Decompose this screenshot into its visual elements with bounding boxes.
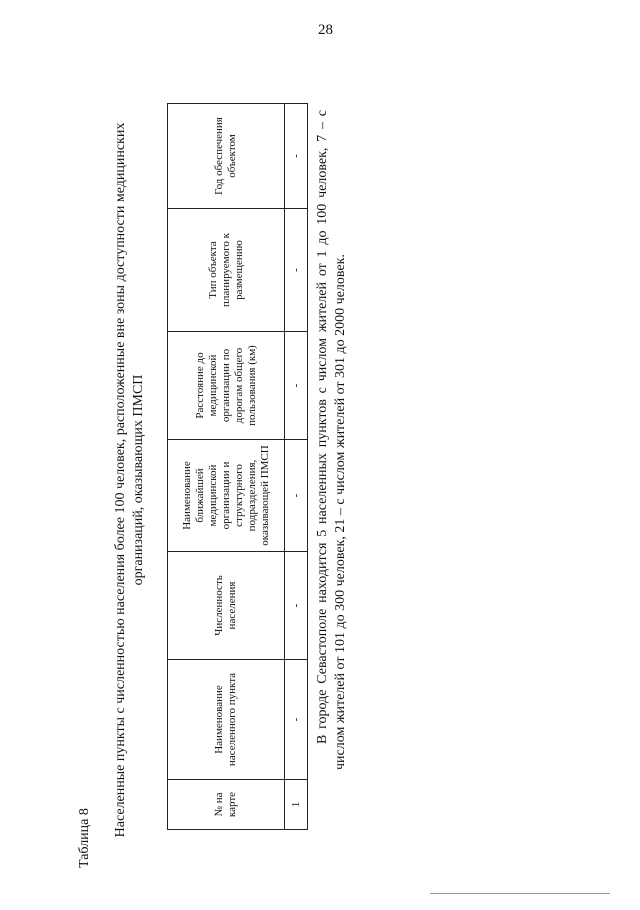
table-cell: - [285, 552, 308, 660]
table-title: Населенные пункты с численностью населения более 100 человек, расположенные вне зоны доступности медицинских организаций, оказывающих ПМСП [113, 122, 146, 838]
table-row [285, 104, 308, 830]
rotated-page-content [32, 50, 432, 910]
bottom-divider [430, 893, 610, 894]
header-distance: Расстояние до медицинской организации по дорогам общего пользования (км) [168, 332, 285, 440]
header-nearest-medical-org: Наименование ближайшей медицинской организации и структурного подразделения, оказывающей ПМСП [168, 440, 285, 552]
table-header-row [168, 104, 285, 830]
table-cell: - [285, 660, 308, 780]
table-cell: - [285, 440, 308, 552]
page-number: 28 [318, 22, 333, 38]
table-cell: - [285, 104, 308, 209]
header-map-number: № на карте [168, 780, 285, 830]
header-population: Численность населения [168, 552, 285, 660]
table-cell: - [285, 332, 308, 440]
table-label: Таблица 8 [77, 808, 92, 868]
table-cell: 1 [285, 780, 308, 830]
header-object-type: Тип объекта планируемого к размещению [168, 209, 285, 332]
header-settlement-name: Наименование населенного пункта [168, 660, 285, 780]
footnote-paragraph: В городе Севастополе находится 5 населенных пунктов с числом жителей от 1 до 100 человек, 7 – с числом жителей от 101 до 300 человек, 21 – с числом жителей от 301 до 2000 человек. [315, 110, 348, 770]
header-provision-year: Год обеспечения объектом [168, 104, 285, 209]
data-table [167, 103, 308, 830]
table-cell: - [285, 209, 308, 332]
